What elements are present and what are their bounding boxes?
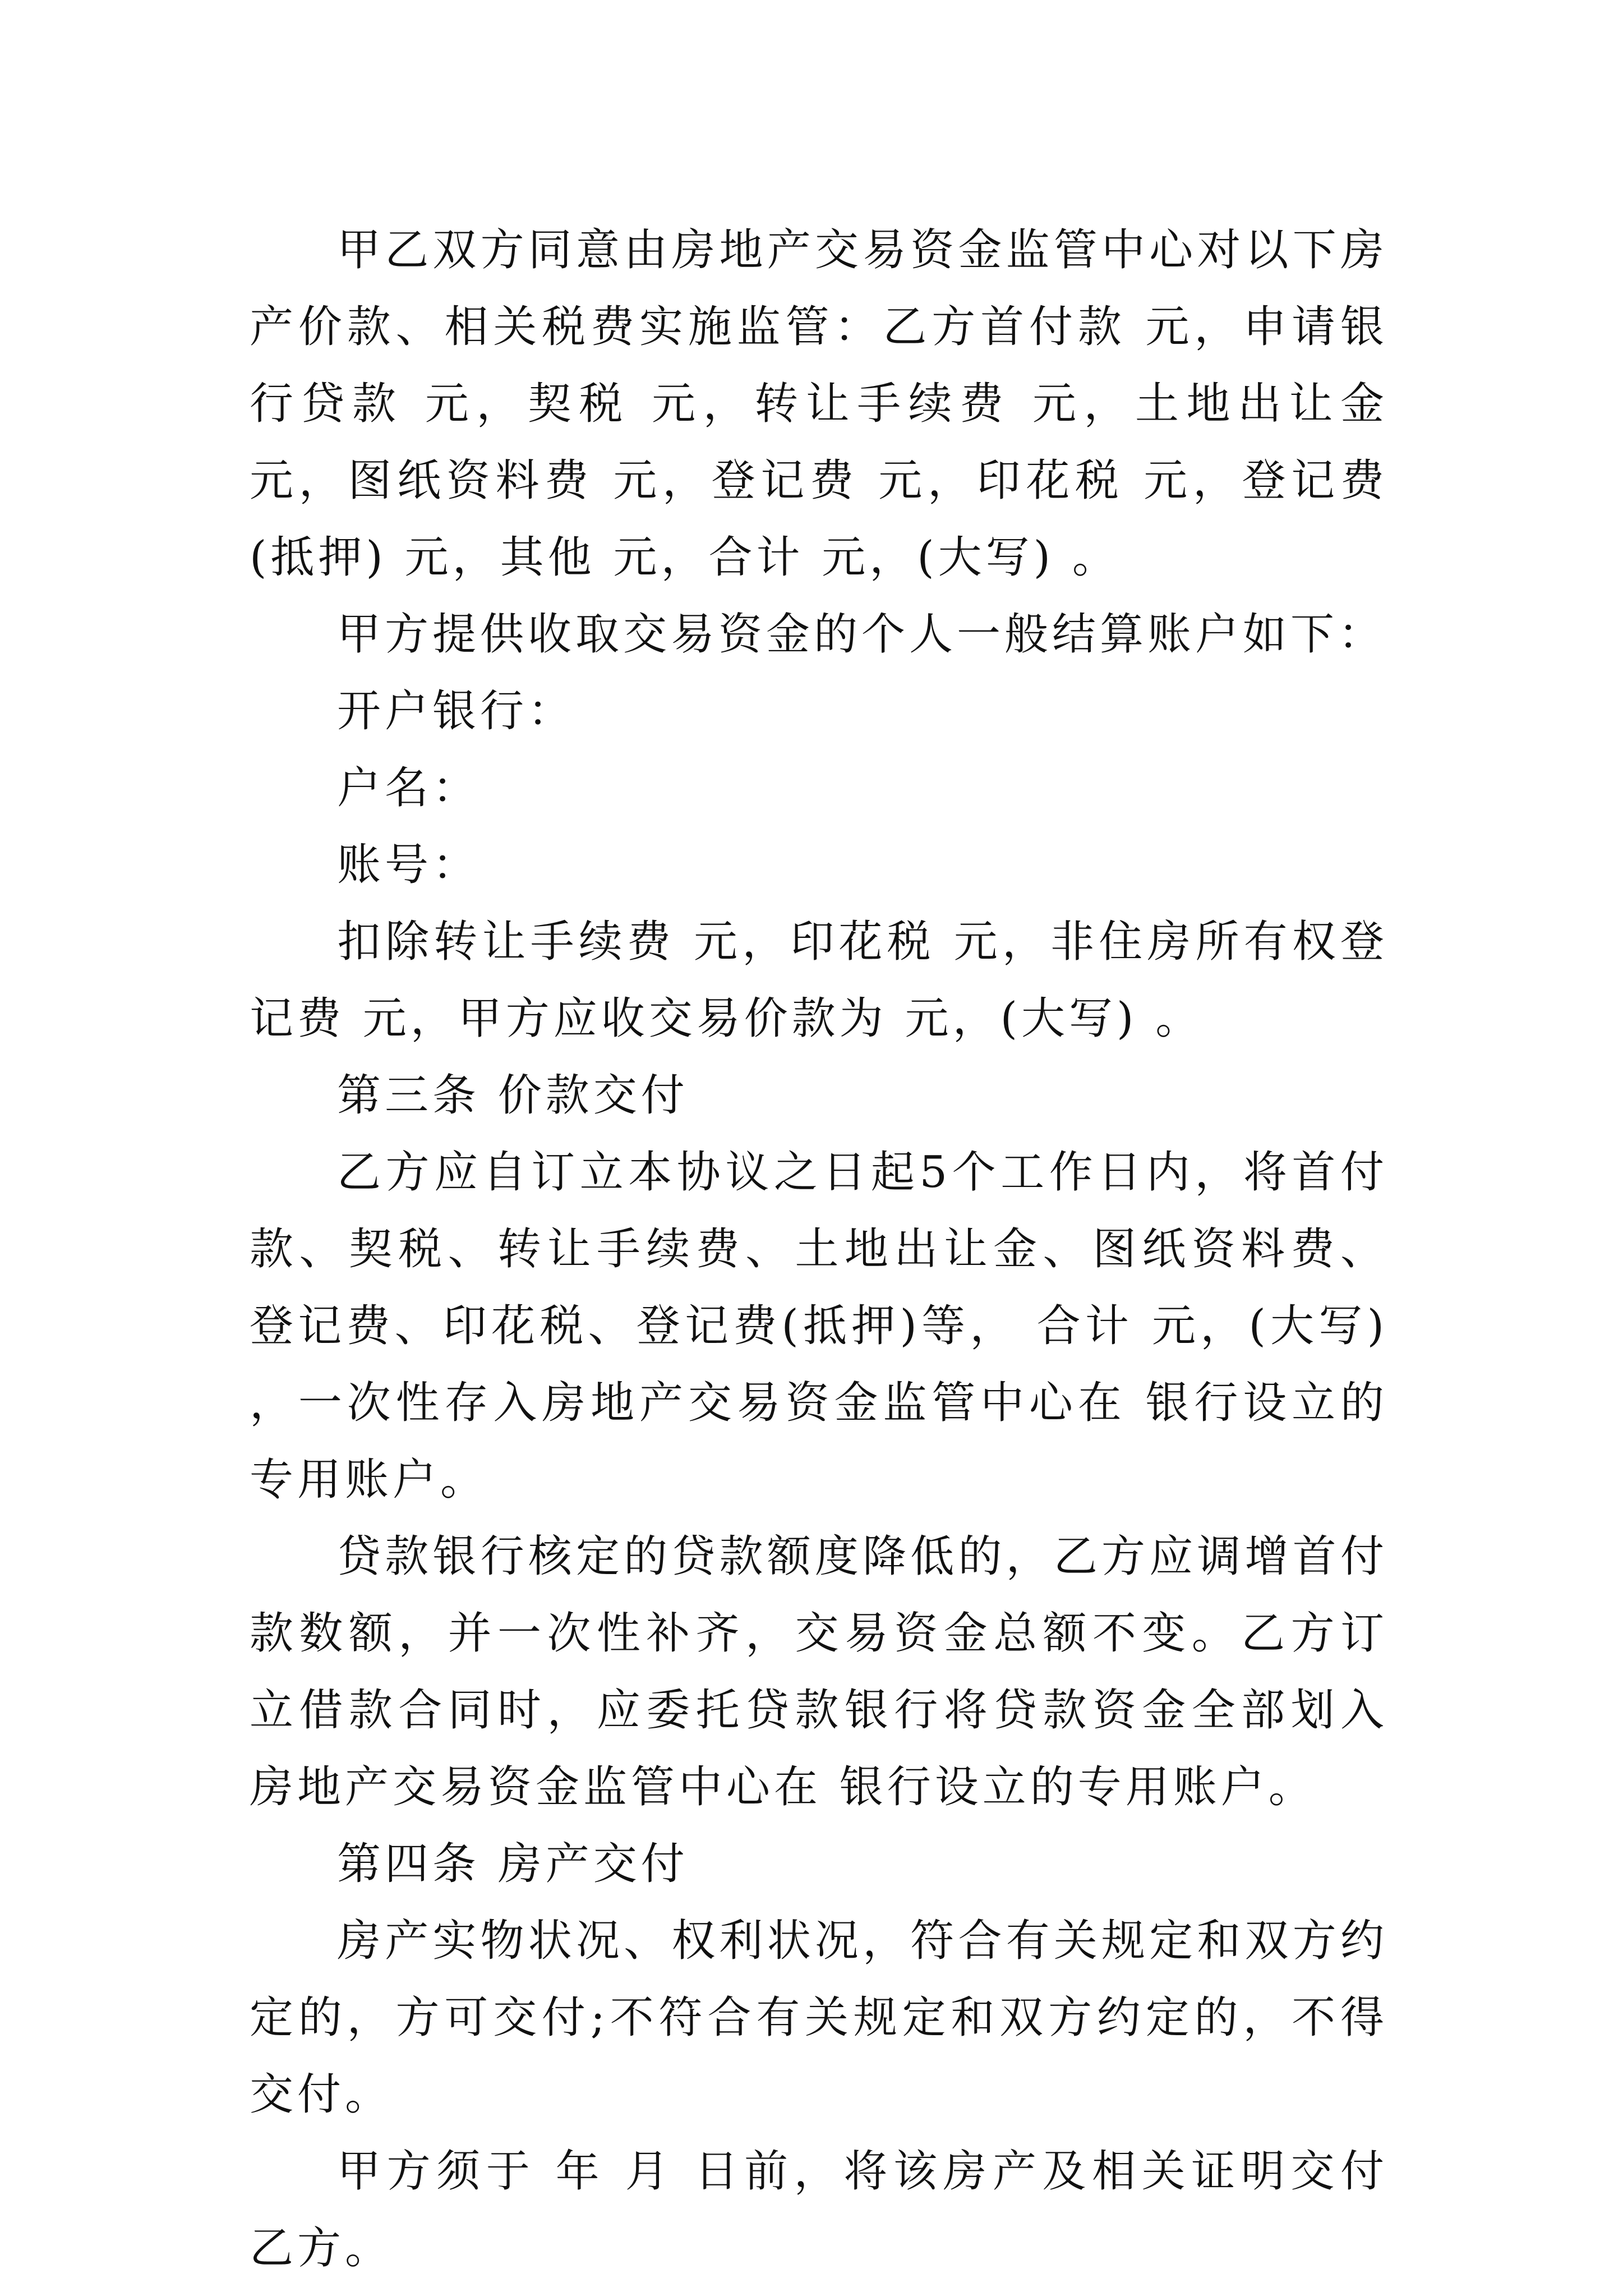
- paragraph-payment-deposit: 乙方应自订立本协议之日起5个工作日内，将首付款、契税、转让手续费、土地出让金、图纸资料费、登记费、印花税、登记费(抵押)等， 合计 元，(大写) ，一次性存入房地产交易资金监管中心在 银行设立的专用账户。: [250, 1147, 1388, 1505]
- document-body: [250, 212, 1388, 2287]
- field-account-number: 账号：: [337, 840, 481, 890]
- field-account-holder: 户名：: [337, 763, 481, 813]
- paragraph-loan-adjustment: 贷款银行核定的贷款额度降低的，乙方应调增首付款数额，并一次性补齐，交易资金总额不变。乙方订立借款合同时，应委托贷款银行将贷款资金全部划入房地产交易资金监管中心在 银行设立的专用账户。: [250, 1531, 1388, 1812]
- paragraph-supervision-scope: 甲乙双方同意由房地产交易资金监管中心对以下房产价款、相关税费实施监管：乙方首付款 元，申请银行贷款 元，契税 元，转让手续费 元，土地出让金 元，图纸资料费 元，登记费 元，印花税 元，登记费(抵押) 元，其他 元，合计 元，(大写) 。: [250, 225, 1388, 583]
- field-bank-name: 开户银行：: [337, 686, 576, 737]
- paragraph-delivery-deadline: 甲方须于 年 月 日前，将该房产及相关证明交付乙方。: [250, 2146, 1388, 2274]
- paragraph-account-intro: 甲方提供收取交易资金的个人一般结算账户如下：: [337, 609, 1386, 660]
- paragraph-delivery-conditions: 房产实物状况、权利状况，符合有关规定和双方约定的，方可交付;不符合有关规定和双方约定的，不得交付。: [250, 1916, 1388, 2120]
- heading-article-3: 第三条 价款交付: [337, 1070, 689, 1121]
- heading-article-4: 第四条 房产交付: [337, 1839, 689, 1889]
- paragraph-deductions: 扣除转让手续费 元，印花税 元，非住房所有权登记费 元，甲方应收交易价款为 元，(大写) 。: [250, 917, 1388, 1044]
